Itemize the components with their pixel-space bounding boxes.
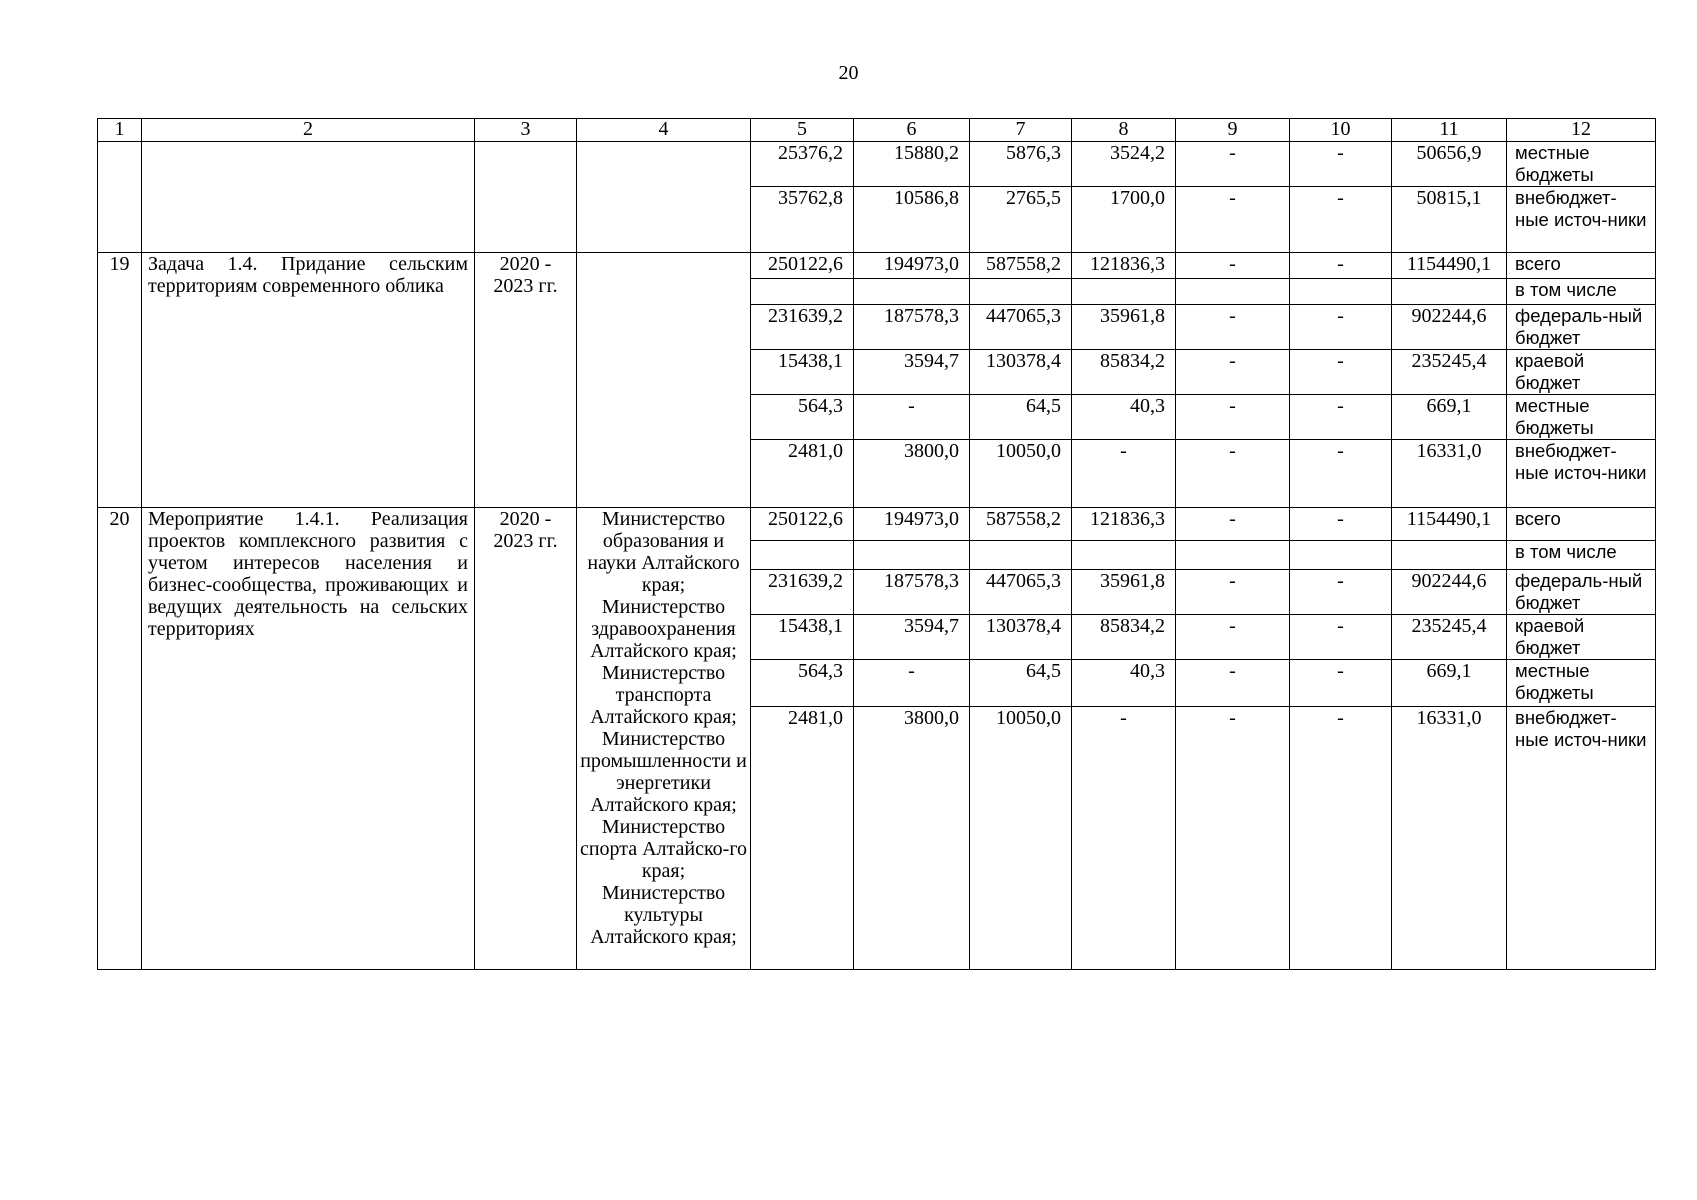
- value-cell: 187578,3: [854, 570, 970, 615]
- value-cell: 15438,1: [751, 615, 854, 660]
- value-cell: -: [1290, 707, 1392, 970]
- value-cell: -: [1290, 187, 1392, 253]
- value-cell: 564,3: [751, 395, 854, 440]
- value-cell: 15438,1: [751, 350, 854, 395]
- header-cell: 6: [854, 119, 970, 142]
- header-cell: 10: [1290, 119, 1392, 142]
- header-cell: 9: [1176, 119, 1290, 142]
- value-cell: -: [1072, 707, 1176, 970]
- header-cell: 8: [1072, 119, 1176, 142]
- value-cell: -: [1290, 508, 1392, 541]
- header-cell: 5: [751, 119, 854, 142]
- index-cell: [98, 142, 142, 253]
- value-cell: [970, 279, 1072, 305]
- value-cell: 85834,2: [1072, 615, 1176, 660]
- category-cell: краевой бюджет: [1507, 615, 1656, 660]
- value-cell: 250122,6: [751, 253, 854, 279]
- value-cell: 130378,4: [970, 615, 1072, 660]
- table-row: [98, 142, 1656, 187]
- value-cell: -: [854, 660, 970, 707]
- value-cell: -: [1176, 707, 1290, 970]
- value-cell: 3524,2: [1072, 142, 1176, 187]
- value-cell: 194973,0: [854, 508, 970, 541]
- value-cell: 231639,2: [751, 305, 854, 350]
- value-cell: 669,1: [1392, 660, 1507, 707]
- task-name-cell: [142, 142, 475, 253]
- category-cell: федераль-ный бюджет: [1507, 305, 1656, 350]
- value-cell: 15880,2: [854, 142, 970, 187]
- value-cell: 35961,8: [1072, 305, 1176, 350]
- executor-cell: [577, 142, 751, 253]
- value-cell: 3594,7: [854, 350, 970, 395]
- value-cell: 64,5: [970, 395, 1072, 440]
- value-cell: 35961,8: [1072, 570, 1176, 615]
- task-name: Задача 1.4. Придание сельским территориям современного облика: [142, 253, 475, 508]
- value-cell: 35762,8: [751, 187, 854, 253]
- category-cell: федераль-ный бюджет: [1507, 570, 1656, 615]
- value-cell: -: [1290, 350, 1392, 395]
- value-cell: [1392, 279, 1507, 305]
- task-executor: [577, 253, 751, 508]
- value-cell: -: [1290, 570, 1392, 615]
- value-cell: 250122,6: [751, 508, 854, 541]
- value-cell: 187578,3: [854, 305, 970, 350]
- category-cell: краевой бюджет: [1507, 350, 1656, 395]
- value-cell: [970, 541, 1072, 570]
- value-cell: 121836,3: [1072, 253, 1176, 279]
- value-cell: -: [1290, 305, 1392, 350]
- value-cell: -: [1176, 570, 1290, 615]
- value-cell: -: [1290, 440, 1392, 508]
- value-cell: -: [1176, 440, 1290, 508]
- category-cell: в том числе: [1507, 541, 1656, 570]
- value-cell: 3594,7: [854, 615, 970, 660]
- value-cell: 10586,8: [854, 187, 970, 253]
- value-cell: [1176, 279, 1290, 305]
- value-cell: 121836,3: [1072, 508, 1176, 541]
- value-cell: 5876,3: [970, 142, 1072, 187]
- value-cell: -: [1290, 615, 1392, 660]
- category-cell: местные бюджеты: [1507, 395, 1656, 440]
- value-cell: -: [1072, 440, 1176, 508]
- value-cell: 231639,2: [751, 570, 854, 615]
- value-cell: 2481,0: [751, 707, 854, 970]
- value-cell: 25376,2: [751, 142, 854, 187]
- value-cell: [1290, 279, 1392, 305]
- value-cell: 564,3: [751, 660, 854, 707]
- header-cell: 11: [1392, 119, 1507, 142]
- header-cell: 7: [970, 119, 1072, 142]
- header-cell: 4: [577, 119, 751, 142]
- budget-table: [97, 118, 1656, 970]
- value-cell: [1176, 541, 1290, 570]
- value-cell: [1072, 279, 1176, 305]
- task-name: Мероприятие 1.4.1. Реализация проектов комплексного развития с учетом интересов населения и бизнес-сообщества, проживающих и ведущих деятельность на сельских территориях: [142, 508, 475, 970]
- value-cell: -: [1176, 615, 1290, 660]
- value-cell: 1700,0: [1072, 187, 1176, 253]
- value-cell: [1392, 541, 1507, 570]
- header-cell: 12: [1507, 119, 1656, 142]
- value-cell: 447065,3: [970, 305, 1072, 350]
- page-number: 20: [838, 62, 859, 84]
- value-cell: [854, 279, 970, 305]
- header-cell: 1: [98, 119, 142, 142]
- value-cell: 447065,3: [970, 570, 1072, 615]
- task-period: 2020 - 2023 гг.: [475, 253, 577, 508]
- value-cell: -: [1176, 350, 1290, 395]
- category-cell: всего: [1507, 253, 1656, 279]
- value-cell: 587558,2: [970, 253, 1072, 279]
- header-cell: 3: [475, 119, 577, 142]
- value-cell: -: [1176, 305, 1290, 350]
- value-cell: 50656,9: [1392, 142, 1507, 187]
- continuation-section: [98, 142, 1656, 253]
- value-cell: [751, 541, 854, 570]
- task-20-section: [98, 508, 1656, 970]
- row-index: 19: [98, 253, 142, 508]
- value-cell: -: [1176, 660, 1290, 707]
- category-cell: всего: [1507, 508, 1656, 541]
- value-cell: [854, 541, 970, 570]
- value-cell: 40,3: [1072, 660, 1176, 707]
- value-cell: 1154490,1: [1392, 253, 1507, 279]
- task-executor: Министерство образования и науки Алтайского края; Министерство здравоохранения Алтайского края; Министерство транспорта Алтайского края; Министерство промышленности и энергетики Алтайского края; Министерство спорта Алтайско-го края; Министерство культуры Алтайского края;: [577, 508, 751, 970]
- value-cell: 40,3: [1072, 395, 1176, 440]
- value-cell: 85834,2: [1072, 350, 1176, 395]
- row-index: 20: [98, 508, 142, 970]
- header-cell: 2: [142, 119, 475, 142]
- value-cell: [751, 279, 854, 305]
- value-cell: -: [1176, 508, 1290, 541]
- value-cell: -: [1290, 660, 1392, 707]
- value-cell: 10050,0: [970, 440, 1072, 508]
- value-cell: -: [1290, 142, 1392, 187]
- value-cell: 902244,6: [1392, 305, 1507, 350]
- task-19-section: [98, 253, 1656, 508]
- category-cell: местные бюджеты: [1507, 142, 1656, 187]
- value-cell: 235245,4: [1392, 615, 1507, 660]
- value-cell: -: [1176, 187, 1290, 253]
- value-cell: 902244,6: [1392, 570, 1507, 615]
- value-cell: -: [1176, 142, 1290, 187]
- value-cell: 194973,0: [854, 253, 970, 279]
- value-cell: -: [1290, 395, 1392, 440]
- category-cell: местные бюджеты: [1507, 660, 1656, 707]
- value-cell: 10050,0: [970, 707, 1072, 970]
- value-cell: -: [1176, 253, 1290, 279]
- header-row: [98, 119, 1656, 142]
- value-cell: 235245,4: [1392, 350, 1507, 395]
- value-cell: 669,1: [1392, 395, 1507, 440]
- value-cell: 16331,0: [1392, 707, 1507, 970]
- value-cell: 50815,1: [1392, 187, 1507, 253]
- value-cell: -: [854, 395, 970, 440]
- value-cell: 2481,0: [751, 440, 854, 508]
- value-cell: 587558,2: [970, 508, 1072, 541]
- value-cell: 2765,5: [970, 187, 1072, 253]
- value-cell: 3800,0: [854, 440, 970, 508]
- period-cell: [475, 142, 577, 253]
- value-cell: [1072, 541, 1176, 570]
- table-row: [98, 253, 1656, 279]
- category-cell: внебюджет-ные источ-ники: [1507, 707, 1656, 970]
- value-cell: -: [1176, 395, 1290, 440]
- category-cell: в том числе: [1507, 279, 1656, 305]
- value-cell: -: [1290, 253, 1392, 279]
- value-cell: 130378,4: [970, 350, 1072, 395]
- value-cell: 1154490,1: [1392, 508, 1507, 541]
- value-cell: 16331,0: [1392, 440, 1507, 508]
- table-row: [98, 508, 1656, 541]
- task-period: 2020 - 2023 гг.: [475, 508, 577, 970]
- value-cell: [1290, 541, 1392, 570]
- value-cell: 64,5: [970, 660, 1072, 707]
- value-cell: 3800,0: [854, 707, 970, 970]
- category-cell: внебюджет-ные источ-ники: [1507, 187, 1656, 253]
- category-cell: внебюджет-ные источ-ники: [1507, 440, 1656, 508]
